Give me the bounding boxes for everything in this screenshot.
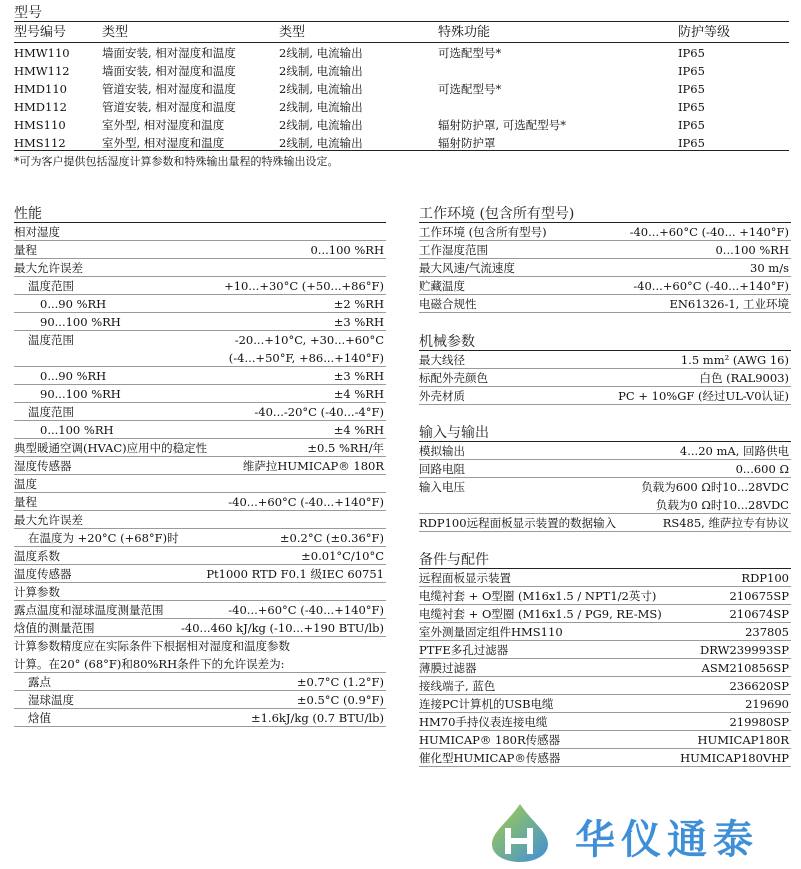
- performance-label: 0...100 %RH: [40, 423, 114, 437]
- environment-value: 30 m/s: [750, 261, 789, 275]
- accessories-value: 236620SP: [729, 679, 789, 693]
- performance-value: 0...100 %RH: [310, 243, 384, 257]
- model-cell: 2线制, 电流输出: [279, 100, 363, 114]
- performance-label: 在温度为 +20°C (+68°F)时: [28, 531, 179, 545]
- model-table-header: [14, 24, 789, 42]
- performance-row: [14, 241, 386, 259]
- performance-label: 90...100 %RH: [40, 315, 121, 329]
- model-cell: HMD110: [14, 82, 67, 96]
- performance-label: 露点温度和湿球温度测量范围: [14, 603, 164, 617]
- model-header-cell: 特殊功能: [438, 25, 491, 40]
- performance-row: [14, 511, 386, 529]
- performance-value: ±2 %RH: [333, 297, 384, 311]
- model-table-row: [14, 80, 789, 98]
- water-drop-logo-icon: [478, 800, 578, 864]
- performance-value: -40...+60°C (-40...+140°F): [228, 495, 384, 509]
- model-cell: 墙面安装, 相对湿度和温度: [102, 46, 236, 60]
- performance-label: 计算。在20° (68°F)和80%RH条件下的允许误差为:: [14, 657, 285, 671]
- performance-row: [14, 259, 386, 277]
- io-row: [419, 514, 791, 532]
- model-cell: 可选配型号*: [438, 82, 502, 96]
- accessories-label: 电缆衬套 + O型圈 (M16x1.5 / NPT1/2英寸): [419, 589, 657, 603]
- io-row: [419, 478, 791, 496]
- environment-label: 贮藏温度: [419, 279, 465, 293]
- accessories-label: 连接PC计算机的USB电缆: [419, 697, 554, 711]
- environment-row: [419, 223, 791, 241]
- performance-label: 90...100 %RH: [40, 387, 121, 401]
- environment-label: 电磁合规性: [419, 297, 477, 311]
- performance-label: 湿度传感器: [14, 459, 72, 473]
- model-cell: IP65: [678, 118, 705, 132]
- model-cell: IP65: [678, 82, 705, 96]
- performance-label: 焓值: [28, 711, 51, 725]
- model-header-cell: 防护等级: [678, 25, 731, 40]
- performance-value: 维萨拉HUMICAP® 180R: [242, 459, 384, 473]
- accessories-label: 远程面板显示装置: [419, 571, 511, 585]
- performance-row: [14, 655, 386, 673]
- model-cell: 2线制, 电流输出: [279, 64, 363, 78]
- io-value: 0...600 Ω: [735, 462, 789, 476]
- accessories-label: 接线端子, 蓝色: [419, 679, 496, 693]
- performance-row: [14, 547, 386, 565]
- model-title-rule: [14, 21, 789, 22]
- performance-label: 湿球温度: [28, 693, 74, 707]
- model-cell: HMS112: [14, 136, 66, 150]
- performance-value: -20...+10°C, +30...+60°C: [234, 333, 384, 347]
- model-footnote: *可为客户提供包括湿度计算参数和特殊输出量程的特殊输出设定。: [14, 155, 339, 168]
- accessories-value: 210675SP: [729, 589, 789, 603]
- accessories-title: 备件与配件: [419, 552, 489, 568]
- model-cell: 辐射防护罩: [438, 136, 496, 150]
- model-section-title: 型号: [14, 5, 42, 21]
- performance-value: ±4 %RH: [333, 387, 384, 401]
- environment-row: [419, 241, 791, 259]
- io-label: 输入电压: [419, 480, 465, 494]
- performance-row: [14, 691, 386, 709]
- performance-row: [14, 709, 386, 727]
- performance-label: 最大允许误差: [14, 513, 83, 527]
- accessories-row: [419, 677, 791, 695]
- performance-row: [14, 385, 386, 403]
- accessories-value: HUMICAP180R: [697, 733, 789, 747]
- performance-label: 焓值的测量范围: [14, 621, 95, 635]
- accessories-value: HUMICAP180VHP: [680, 751, 789, 765]
- accessories-label: PTFE多孔过滤器: [419, 643, 509, 657]
- model-cell: HMS110: [14, 118, 66, 132]
- model-cell: HMD112: [14, 100, 67, 114]
- accessories-row: [419, 695, 791, 713]
- model-header-cell: 类型: [279, 25, 306, 40]
- performance-value: (-4...+50°F, +86...+140°F): [228, 351, 384, 365]
- performance-value: ±0.01°C/10°C: [301, 549, 384, 563]
- performance-value: ±0.5°C (0.9°F): [296, 693, 384, 707]
- performance-row: [14, 637, 386, 655]
- performance-value: -40...+60°C (-40...+140°F): [228, 603, 384, 617]
- model-bottom-rule: [14, 150, 789, 151]
- performance-row: [14, 493, 386, 511]
- model-header-cell: 类型: [102, 25, 129, 40]
- accessories-row: [419, 659, 791, 677]
- mechanical-value: 1.5 mm² (AWG 16): [680, 353, 789, 367]
- performance-row: [14, 403, 386, 421]
- io-row: [419, 496, 791, 514]
- performance-label: 0...90 %RH: [40, 297, 107, 311]
- performance-value: -40...-20°C (-40...-4°F): [254, 405, 384, 419]
- accessories-label: 薄膜过滤器: [419, 661, 477, 675]
- performance-row: [14, 583, 386, 601]
- model-cell: IP65: [678, 136, 705, 150]
- io-label: 模拟输出: [419, 444, 465, 458]
- performance-row: [14, 421, 386, 439]
- mechanical-label: 外壳材质: [419, 389, 465, 403]
- model-cell: IP65: [678, 100, 705, 114]
- performance-label: 露点: [28, 675, 51, 689]
- io-row: [419, 460, 791, 478]
- performance-label: 0...90 %RH: [40, 369, 107, 383]
- accessories-row: [419, 749, 791, 767]
- accessories-row: [419, 713, 791, 731]
- environment-value: 0...100 %RH: [715, 243, 789, 257]
- model-cell: 管道安装, 相对湿度和温度: [102, 82, 236, 96]
- performance-row: [14, 331, 386, 349]
- model-cell: 墙面安装, 相对湿度和温度: [102, 64, 236, 78]
- environment-row: [419, 277, 791, 295]
- accessories-row: [419, 731, 791, 749]
- mechanical-label: 最大线径: [419, 353, 465, 367]
- accessories-label: HM70手持仪表连接电缆: [419, 715, 548, 729]
- performance-value: ±0.2°C (±0.36°F): [279, 531, 384, 545]
- performance-label: 典型暖通空调(HVAC)应用中的稳定性: [14, 441, 208, 455]
- performance-row: [14, 673, 386, 691]
- performance-label: 温度: [14, 477, 37, 491]
- performance-row: [14, 349, 386, 367]
- io-value: 4...20 mA, 回路供电: [679, 444, 789, 458]
- model-table-row: [14, 116, 789, 134]
- model-table-row: [14, 44, 789, 62]
- environment-value: -40...+60°C (-40...+140°F): [633, 279, 789, 293]
- accessories-row: [419, 641, 791, 659]
- performance-value: +10...+30°C (+50...+86°F): [224, 279, 384, 293]
- performance-value: ±1.6kJ/kg (0.7 BTU/lb): [250, 711, 384, 725]
- mechanical-value: 白色 (RAL9003): [699, 371, 789, 385]
- performance-row: [14, 367, 386, 385]
- accessories-value: 210674SP: [729, 607, 789, 621]
- environment-title: 工作环境 (包含所有型号): [419, 206, 575, 222]
- model-cell: HMW112: [14, 64, 70, 78]
- model-cell: 管道安装, 相对湿度和温度: [102, 100, 236, 114]
- performance-label: 计算参数精度应在实际条件下根据相对湿度和温度参数: [14, 639, 290, 653]
- model-cell: IP65: [678, 64, 705, 78]
- accessories-row: [419, 605, 791, 623]
- performance-value: ±3 %RH: [333, 315, 384, 329]
- performance-label: 温度系数: [14, 549, 60, 563]
- model-header-rule: [14, 42, 789, 43]
- model-header-cell: 型号编号: [14, 25, 67, 40]
- performance-title: 性能: [14, 206, 42, 222]
- mechanical-row: [419, 369, 791, 387]
- performance-label: 温度范围: [28, 279, 74, 293]
- model-cell: 2线制, 电流输出: [279, 136, 363, 150]
- model-cell: 辐射防护罩, 可选配型号*: [438, 118, 567, 132]
- environment-label: 最大风速/气流速度: [419, 261, 515, 275]
- io-label: RDP100远程面板显示装置的数据输入: [419, 516, 617, 530]
- performance-label: 计算参数: [14, 585, 60, 599]
- performance-value: -40...460 kJ/kg (-10...+190 BTU/lb): [181, 621, 384, 635]
- accessories-label: 室外测量固定组件HMS110: [419, 625, 563, 639]
- io-title: 输入与输出: [419, 425, 489, 441]
- performance-label: 温度范围: [28, 405, 74, 419]
- mechanical-title: 机械参数: [419, 334, 475, 350]
- accessories-label: 催化型HUMICAP®传感器: [419, 751, 561, 765]
- performance-label: 温度范围: [28, 333, 74, 347]
- model-table-row: [14, 98, 789, 116]
- model-cell: 可选配型号*: [438, 46, 502, 60]
- performance-row: [14, 619, 386, 637]
- io-value: 负载为0 Ω时10...28VDC: [655, 498, 789, 512]
- accessories-value: ASM210856SP: [701, 661, 789, 675]
- environment-row: [419, 259, 791, 277]
- accessories-label: 电缆衬套 + O型圈 (M16x1.5 / PG9, RE-MS): [419, 607, 662, 621]
- environment-value: EN61326-1, 工业环境: [669, 297, 789, 311]
- performance-row: [14, 295, 386, 313]
- model-cell: IP65: [678, 46, 705, 60]
- accessories-value: RDP100: [741, 571, 789, 585]
- model-cell: 室外型, 相对湿度和温度: [102, 136, 225, 150]
- io-value: 负载为600 Ω时10...28VDC: [641, 480, 789, 494]
- performance-row: [14, 277, 386, 295]
- environment-row: [419, 295, 791, 313]
- performance-label: 相对湿度: [14, 225, 60, 239]
- environment-label: 工作环境 (包含所有型号): [419, 225, 547, 239]
- performance-row: [14, 529, 386, 547]
- mechanical-row: [419, 387, 791, 405]
- performance-row: [14, 565, 386, 583]
- accessories-value: 219690: [745, 697, 789, 711]
- mechanical-label: 标配外壳颜色: [419, 371, 488, 385]
- accessories-label: HUMICAP® 180R传感器: [419, 733, 561, 747]
- accessories-value: 219980SP: [729, 715, 789, 729]
- io-value: RS485, 维萨拉专有协议: [662, 516, 789, 530]
- performance-row: [14, 601, 386, 619]
- environment-value: -40...+60°C (-40... +140°F): [629, 225, 789, 239]
- performance-row: [14, 223, 386, 241]
- model-cell: 2线制, 电流输出: [279, 46, 363, 60]
- performance-value: ±4 %RH: [333, 423, 384, 437]
- accessories-row: [419, 587, 791, 605]
- model-cell: HMW110: [14, 46, 70, 60]
- company-logo-text: 华仪通泰: [575, 817, 759, 863]
- performance-row: [14, 457, 386, 475]
- performance-value: Pt1000 RTD F0.1 级IEC 60751: [206, 567, 384, 581]
- performance-value: ±0.7°C (1.2°F): [296, 675, 384, 689]
- accessories-value: 237805: [745, 625, 789, 639]
- performance-row: [14, 439, 386, 457]
- model-table-row: [14, 62, 789, 80]
- accessories-value: DRW239993SP: [700, 643, 789, 657]
- performance-label: 最大允许误差: [14, 261, 83, 275]
- performance-label: 量程: [14, 495, 37, 509]
- performance-label: 温度传感器: [14, 567, 72, 581]
- mechanical-row: [419, 351, 791, 369]
- io-label: 回路电阻: [419, 462, 465, 476]
- model-cell: 2线制, 电流输出: [279, 82, 363, 96]
- accessories-row: [419, 623, 791, 641]
- performance-value: ±3 %RH: [333, 369, 384, 383]
- accessories-row: [419, 569, 791, 587]
- performance-value: ±0.5 %RH/年: [307, 441, 384, 455]
- performance-row: [14, 475, 386, 493]
- environment-label: 工作湿度范围: [419, 243, 488, 257]
- model-cell: 室外型, 相对湿度和温度: [102, 118, 225, 132]
- io-row: [419, 442, 791, 460]
- model-cell: 2线制, 电流输出: [279, 118, 363, 132]
- performance-label: 量程: [14, 243, 37, 257]
- performance-row: [14, 313, 386, 331]
- mechanical-value: PC + 10%GF (经过UL-V0认证): [618, 389, 789, 403]
